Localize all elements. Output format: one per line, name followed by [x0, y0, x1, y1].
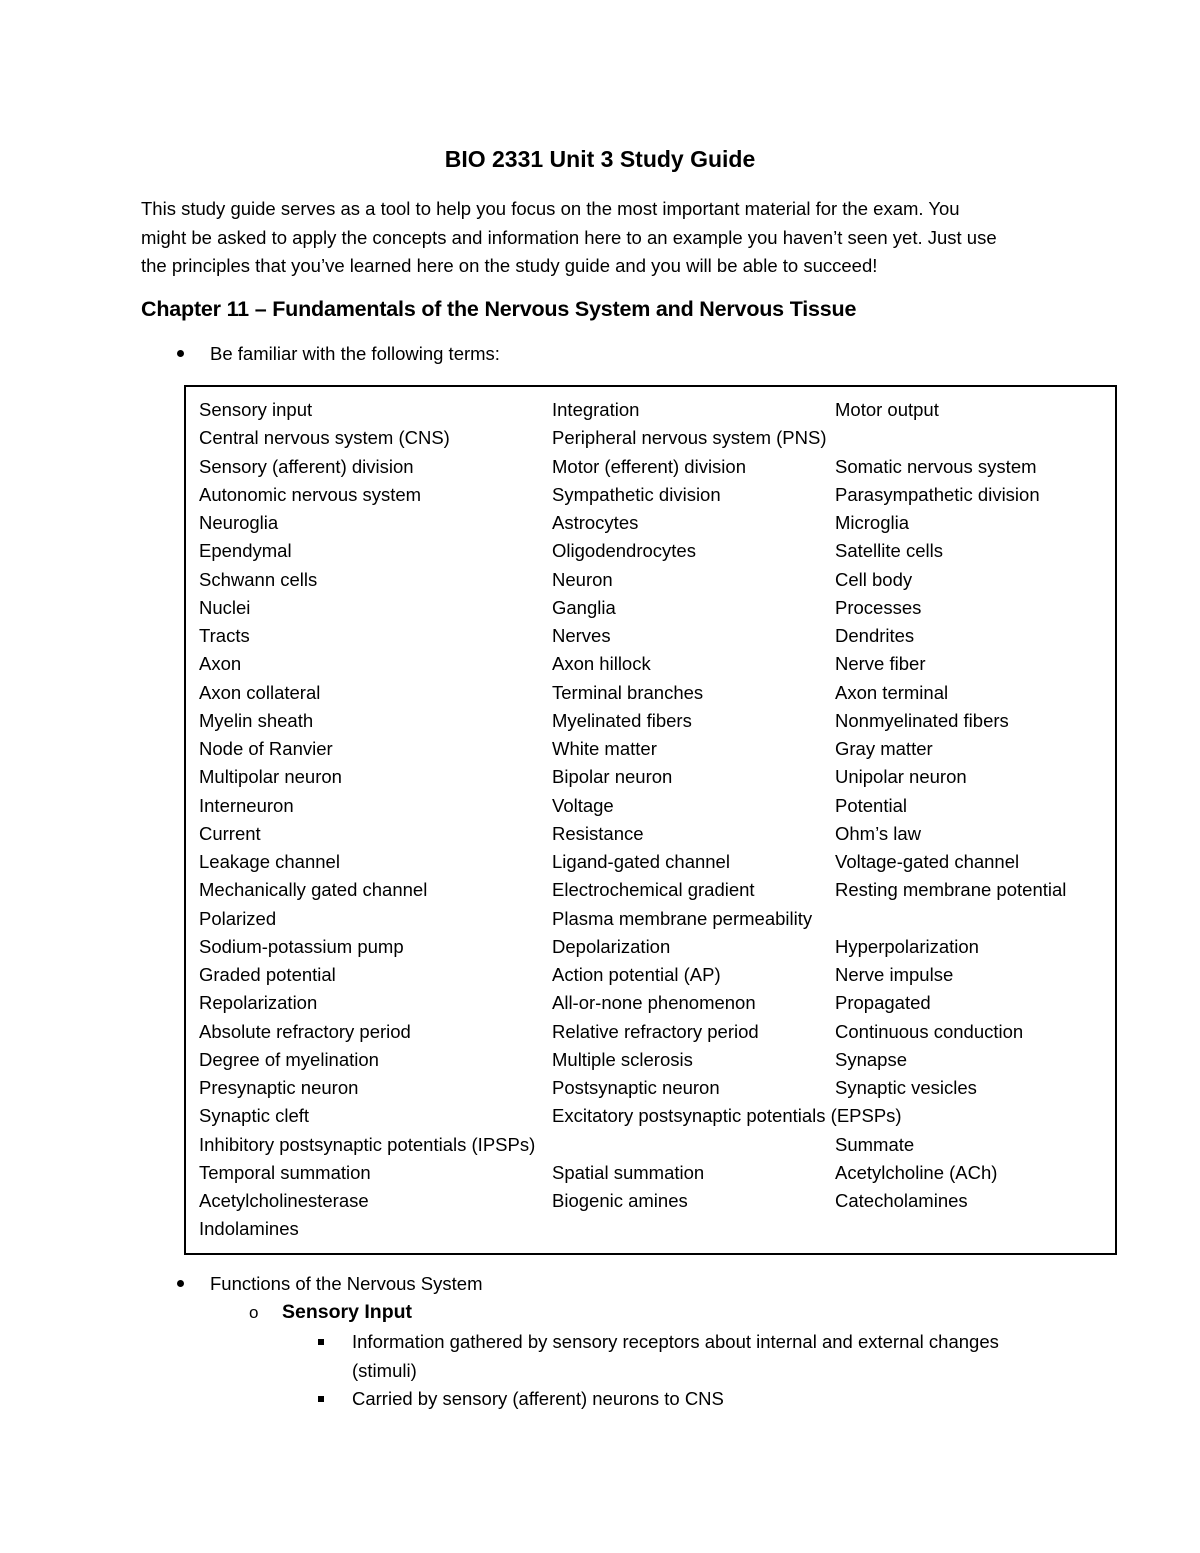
- table-row: [186, 1131, 1115, 1159]
- term-cell: Interneuron: [199, 794, 294, 816]
- page-title: BIO 2331 Unit 3 Study Guide: [444, 146, 756, 172]
- term-cell: Ligand-gated channel: [552, 851, 730, 872]
- term-cell: Temporal summation: [199, 1161, 371, 1183]
- term-cell: Sodium-potassium pump: [199, 935, 404, 957]
- intro-paragraph: [141, 195, 1071, 281]
- term-cell: Multipolar neuron: [199, 766, 342, 788]
- term-cell: Oligodendrocytes: [552, 540, 696, 562]
- term-cell: Resting membrane potential: [835, 879, 1067, 901]
- detail-item: [352, 1328, 1072, 1385]
- detail-item: [352, 1385, 1072, 1414]
- table-row: [186, 566, 1115, 594]
- term-cell: Central nervous system (CNS): [199, 427, 450, 449]
- term-cell: Motor output: [835, 399, 939, 420]
- term-cell: Microglia: [835, 512, 910, 533]
- table-row: [186, 848, 1115, 876]
- term-cell: Voltage: [552, 794, 614, 816]
- table-row: [186, 905, 1115, 933]
- term-cell: Nerve impulse: [835, 964, 954, 985]
- table-row: [186, 481, 1115, 509]
- term-cell: Inhibitory postsynaptic potentials (IPSPs): [199, 1133, 536, 1155]
- term-cell: Integration: [552, 399, 640, 420]
- intro-line: This study guide serves as a tool to help you focus on the most important material for the exam. You: [141, 198, 960, 219]
- table-row: [186, 763, 1115, 791]
- term-cell: Synaptic cleft: [199, 1105, 310, 1127]
- term-cell: Axon collateral: [199, 681, 321, 703]
- bullet-icon: [177, 1280, 184, 1287]
- term-cell: Sympathetic division: [552, 483, 721, 505]
- table-row: [186, 650, 1115, 678]
- term-cell: Neuroglia: [199, 512, 279, 533]
- table-row: [186, 453, 1115, 481]
- detail-line: (stimuli): [352, 1359, 417, 1381]
- term-cell: Propagated: [835, 992, 931, 1014]
- intro-line: the principles that you’ve learned here on the study guide and you will be able to succeed!: [141, 255, 878, 276]
- term-cell: Current: [199, 822, 261, 844]
- term-cell: Biogenic amines: [552, 1190, 688, 1211]
- term-cell: Acetylcholine (ACh): [835, 1161, 998, 1183]
- table-row: [186, 1102, 1115, 1130]
- table-row: [186, 679, 1115, 707]
- term-cell: Peripheral nervous system (PNS): [552, 427, 827, 449]
- table-row: [186, 820, 1115, 848]
- table-row: [186, 1074, 1115, 1102]
- square-bullet-icon: [318, 1339, 324, 1345]
- term-cell: Leakage channel: [199, 851, 340, 872]
- term-cell: Presynaptic neuron: [199, 1077, 359, 1098]
- table-row: [186, 961, 1115, 989]
- term-cell: Spatial summation: [552, 1161, 705, 1183]
- term-cell: Action potential (AP): [552, 964, 721, 985]
- terms-table: [184, 385, 1117, 1255]
- table-row: [186, 537, 1115, 565]
- table-row: [186, 933, 1115, 961]
- bullet-text-terms: Be familiar with the following terms:: [210, 343, 500, 364]
- term-cell: Somatic nervous system: [835, 455, 1037, 477]
- table-row: [186, 1159, 1115, 1187]
- term-cell: Neuron: [552, 568, 613, 590]
- term-cell: Myelin sheath: [199, 709, 314, 731]
- term-cell: Terminal branches: [552, 681, 704, 703]
- detail-line: Information gathered by sensory receptors about internal and external changes: [352, 1331, 999, 1352]
- table-row: [186, 1215, 1115, 1243]
- table-row: [186, 622, 1115, 650]
- table-row: [186, 792, 1115, 820]
- term-cell: Potential: [835, 794, 907, 816]
- table-row: [186, 1187, 1115, 1215]
- table-row: [186, 735, 1115, 763]
- term-cell: Cell body: [835, 568, 913, 590]
- term-cell: Tracts: [199, 625, 250, 646]
- term-cell: Multiple sclerosis: [552, 1048, 693, 1070]
- table-row: [186, 594, 1115, 622]
- table-row: [186, 1046, 1115, 1074]
- term-cell: Nerves: [552, 625, 611, 646]
- sub-heading-sensory-input: Sensory Input: [282, 1301, 413, 1323]
- term-cell: Hyperpolarization: [835, 935, 979, 957]
- intro-line: might be asked to apply the concepts and information here to an example you haven’t seen yet. Just use: [141, 226, 997, 248]
- term-cell: Indolamines: [199, 1218, 299, 1240]
- table-row: [186, 876, 1115, 904]
- table-row: [186, 396, 1115, 424]
- term-cell: Node of Ranvier: [199, 738, 333, 759]
- table-row: [186, 424, 1115, 452]
- term-cell: Relative refractory period: [552, 1020, 759, 1042]
- term-cell: All-or-none phenomenon: [552, 992, 756, 1014]
- term-cell: Polarized: [199, 907, 277, 929]
- term-cell: Dendrites: [835, 625, 915, 646]
- term-cell: Autonomic nervous system: [199, 483, 422, 505]
- term-cell: Axon terminal: [835, 681, 949, 703]
- term-cell: Continuous conduction: [835, 1020, 1024, 1042]
- term-cell: Repolarization: [199, 992, 318, 1014]
- term-cell: Sensory input: [199, 399, 313, 420]
- term-cell: Schwann cells: [199, 568, 318, 590]
- table-row: [186, 1018, 1115, 1046]
- term-cell: Postsynaptic neuron: [552, 1077, 720, 1098]
- term-cell: Excitatory postsynaptic potentials (EPSPs): [552, 1105, 902, 1127]
- term-cell: Mechanically gated channel: [199, 879, 428, 901]
- term-cell: Gray matter: [835, 738, 933, 759]
- term-cell: Acetylcholinesterase: [199, 1190, 369, 1211]
- term-cell: Axon: [199, 653, 242, 675]
- term-cell: Ependymal: [199, 540, 292, 562]
- term-cell: Bipolar neuron: [552, 766, 673, 788]
- term-cell: Resistance: [552, 822, 644, 844]
- table-row: [186, 989, 1115, 1017]
- term-cell: Nonmyelinated fibers: [835, 709, 1009, 731]
- detail-line: Carried by sensory (afferent) neurons to CNS: [352, 1388, 724, 1409]
- term-cell: Degree of myelination: [199, 1048, 379, 1070]
- term-cell: Astrocytes: [552, 512, 639, 533]
- term-cell: Depolarization: [552, 935, 671, 957]
- term-cell: Processes: [835, 596, 922, 618]
- term-cell: Motor (efferent) division: [552, 455, 746, 477]
- sub-bullet-marker: o: [249, 1303, 259, 1322]
- term-cell: Parasympathetic division: [835, 483, 1040, 505]
- chapter-heading: Chapter 11 – Fundamentals of the Nervous System and Nervous Tissue: [141, 297, 857, 321]
- term-cell: Synaptic vesicles: [835, 1077, 977, 1098]
- table-row: [186, 509, 1115, 537]
- term-cell: Satellite cells: [835, 540, 943, 562]
- bullet-icon: [177, 350, 184, 357]
- term-cell: Synapse: [835, 1048, 907, 1070]
- term-cell: Ohm’s law: [835, 822, 922, 844]
- term-cell: Nerve fiber: [835, 653, 926, 675]
- term-cell: Graded potential: [199, 964, 336, 985]
- bullet-text-functions: Functions of the Nervous System: [210, 1273, 483, 1294]
- term-cell: White matter: [552, 738, 657, 759]
- term-cell: Nuclei: [199, 596, 251, 618]
- term-cell: Electrochemical gradient: [552, 879, 755, 901]
- square-bullet-icon: [318, 1396, 324, 1402]
- term-cell: Myelinated fibers: [552, 709, 692, 731]
- term-cell: Ganglia: [552, 596, 616, 618]
- term-cell: Plasma membrane permeability: [552, 907, 813, 929]
- term-cell: Summate: [835, 1133, 915, 1155]
- term-cell: Axon hillock: [552, 653, 651, 675]
- term-cell: Absolute refractory period: [199, 1020, 411, 1042]
- table-row: [186, 707, 1115, 735]
- term-cell: Catecholamines: [835, 1190, 968, 1211]
- term-cell: Voltage-gated channel: [835, 851, 1020, 872]
- term-cell: Sensory (afferent) division: [199, 455, 414, 477]
- term-cell: Unipolar neuron: [835, 766, 967, 788]
